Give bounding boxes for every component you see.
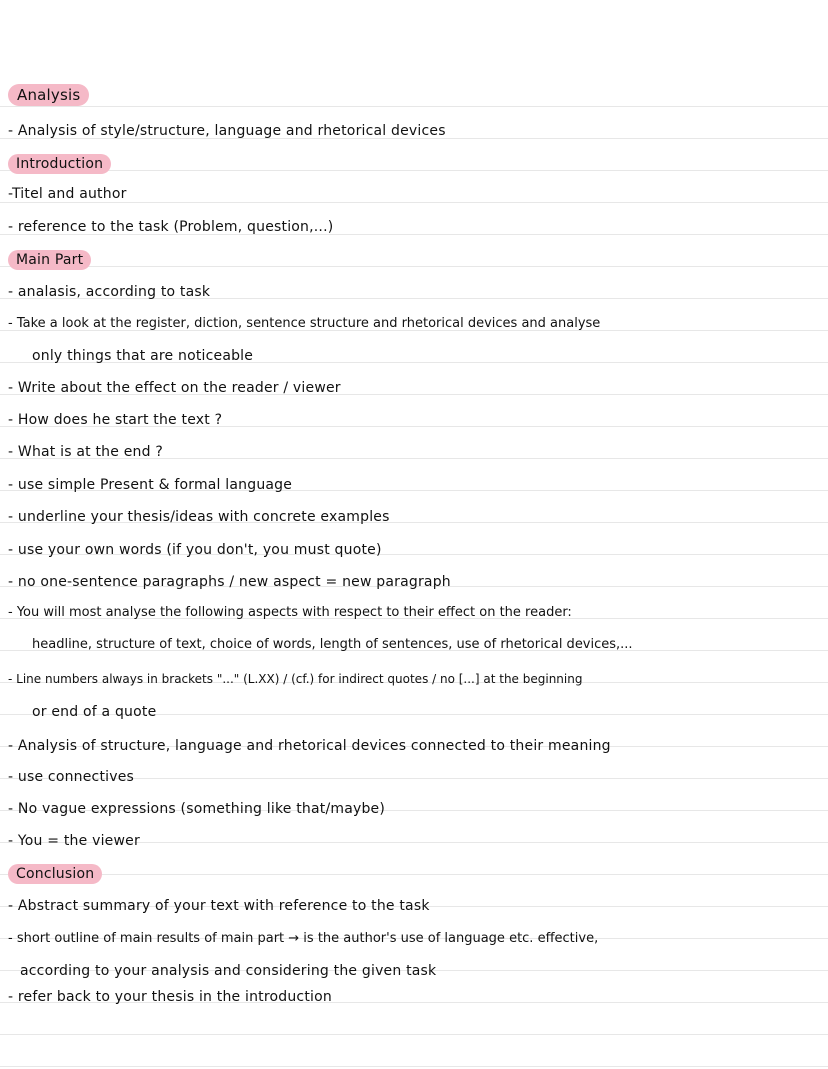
main-part-line: - Take a look at the register, diction, sentence structure and rhetorical devices and analyse	[8, 316, 601, 331]
analysis-line: - Analysis of style/structure, language and rhetorical devices	[8, 123, 446, 139]
main-part-line: - use simple Present & formal language	[8, 477, 293, 493]
main-part-line: only things that are noticeable	[32, 348, 254, 364]
analysis-heading: Analysis	[8, 84, 89, 106]
main-part-line: or end of a quote	[32, 704, 157, 720]
main-part-line: - analasis, according to task	[8, 284, 211, 300]
main-part-line: - no one-sentence paragraphs / new aspect = new paragraph	[8, 574, 451, 590]
conclusion-heading-row	[8, 863, 820, 885]
introduction-line: -Titel and author	[8, 186, 127, 202]
main-part-line: - Analysis of structure, language and rhetorical devices connected to their meaning	[8, 738, 611, 754]
introduction-heading: Introduction	[8, 154, 111, 174]
main-part-line: - underline your thesis/ideas with concrete examples	[8, 509, 390, 525]
conclusion-line: - refer back to your thesis in the introduction	[8, 989, 332, 1005]
conclusion-heading: Conclusion	[8, 864, 102, 884]
main-part-line: - Write about the effect on the reader / viewer	[8, 380, 341, 396]
main-part-line: - You will most analyse the following aspects with respect to their effect on the reader:	[8, 605, 572, 620]
main-part-line: - use your own words (if you don't, you must quote)	[8, 542, 382, 558]
main-part-line: - What is at the end ?	[8, 444, 163, 460]
main-part-heading: Main Part	[8, 250, 91, 270]
conclusion-line: according to your analysis and considering the given task	[20, 963, 437, 979]
analysis-heading-row	[8, 84, 820, 107]
main-part-line: headline, structure of text, choice of words, length of sentences, use of rhetorical devices,...	[32, 637, 633, 652]
conclusion-line: - short outline of main results of main part → is the author's use of language etc. effective,	[8, 931, 599, 946]
main-part-line: - You = the viewer	[8, 833, 140, 849]
main-part-line: - How does he start the text ?	[8, 412, 223, 428]
introduction-heading-row	[8, 153, 820, 175]
main-part-line: - use connectives	[8, 769, 135, 785]
main-part-line: - No vague expressions (something like that/maybe)	[8, 801, 386, 817]
introduction-line: - reference to the task (Problem, question,...)	[8, 219, 334, 235]
main-part-line: - Line numbers always in brackets "..." (L.XX) / (cf.) for indirect quotes / no [...] at the beginning	[8, 672, 583, 686]
conclusion-line: - Abstract summary of your text with reference to the task	[8, 898, 430, 914]
main-part-heading-row	[8, 249, 820, 271]
